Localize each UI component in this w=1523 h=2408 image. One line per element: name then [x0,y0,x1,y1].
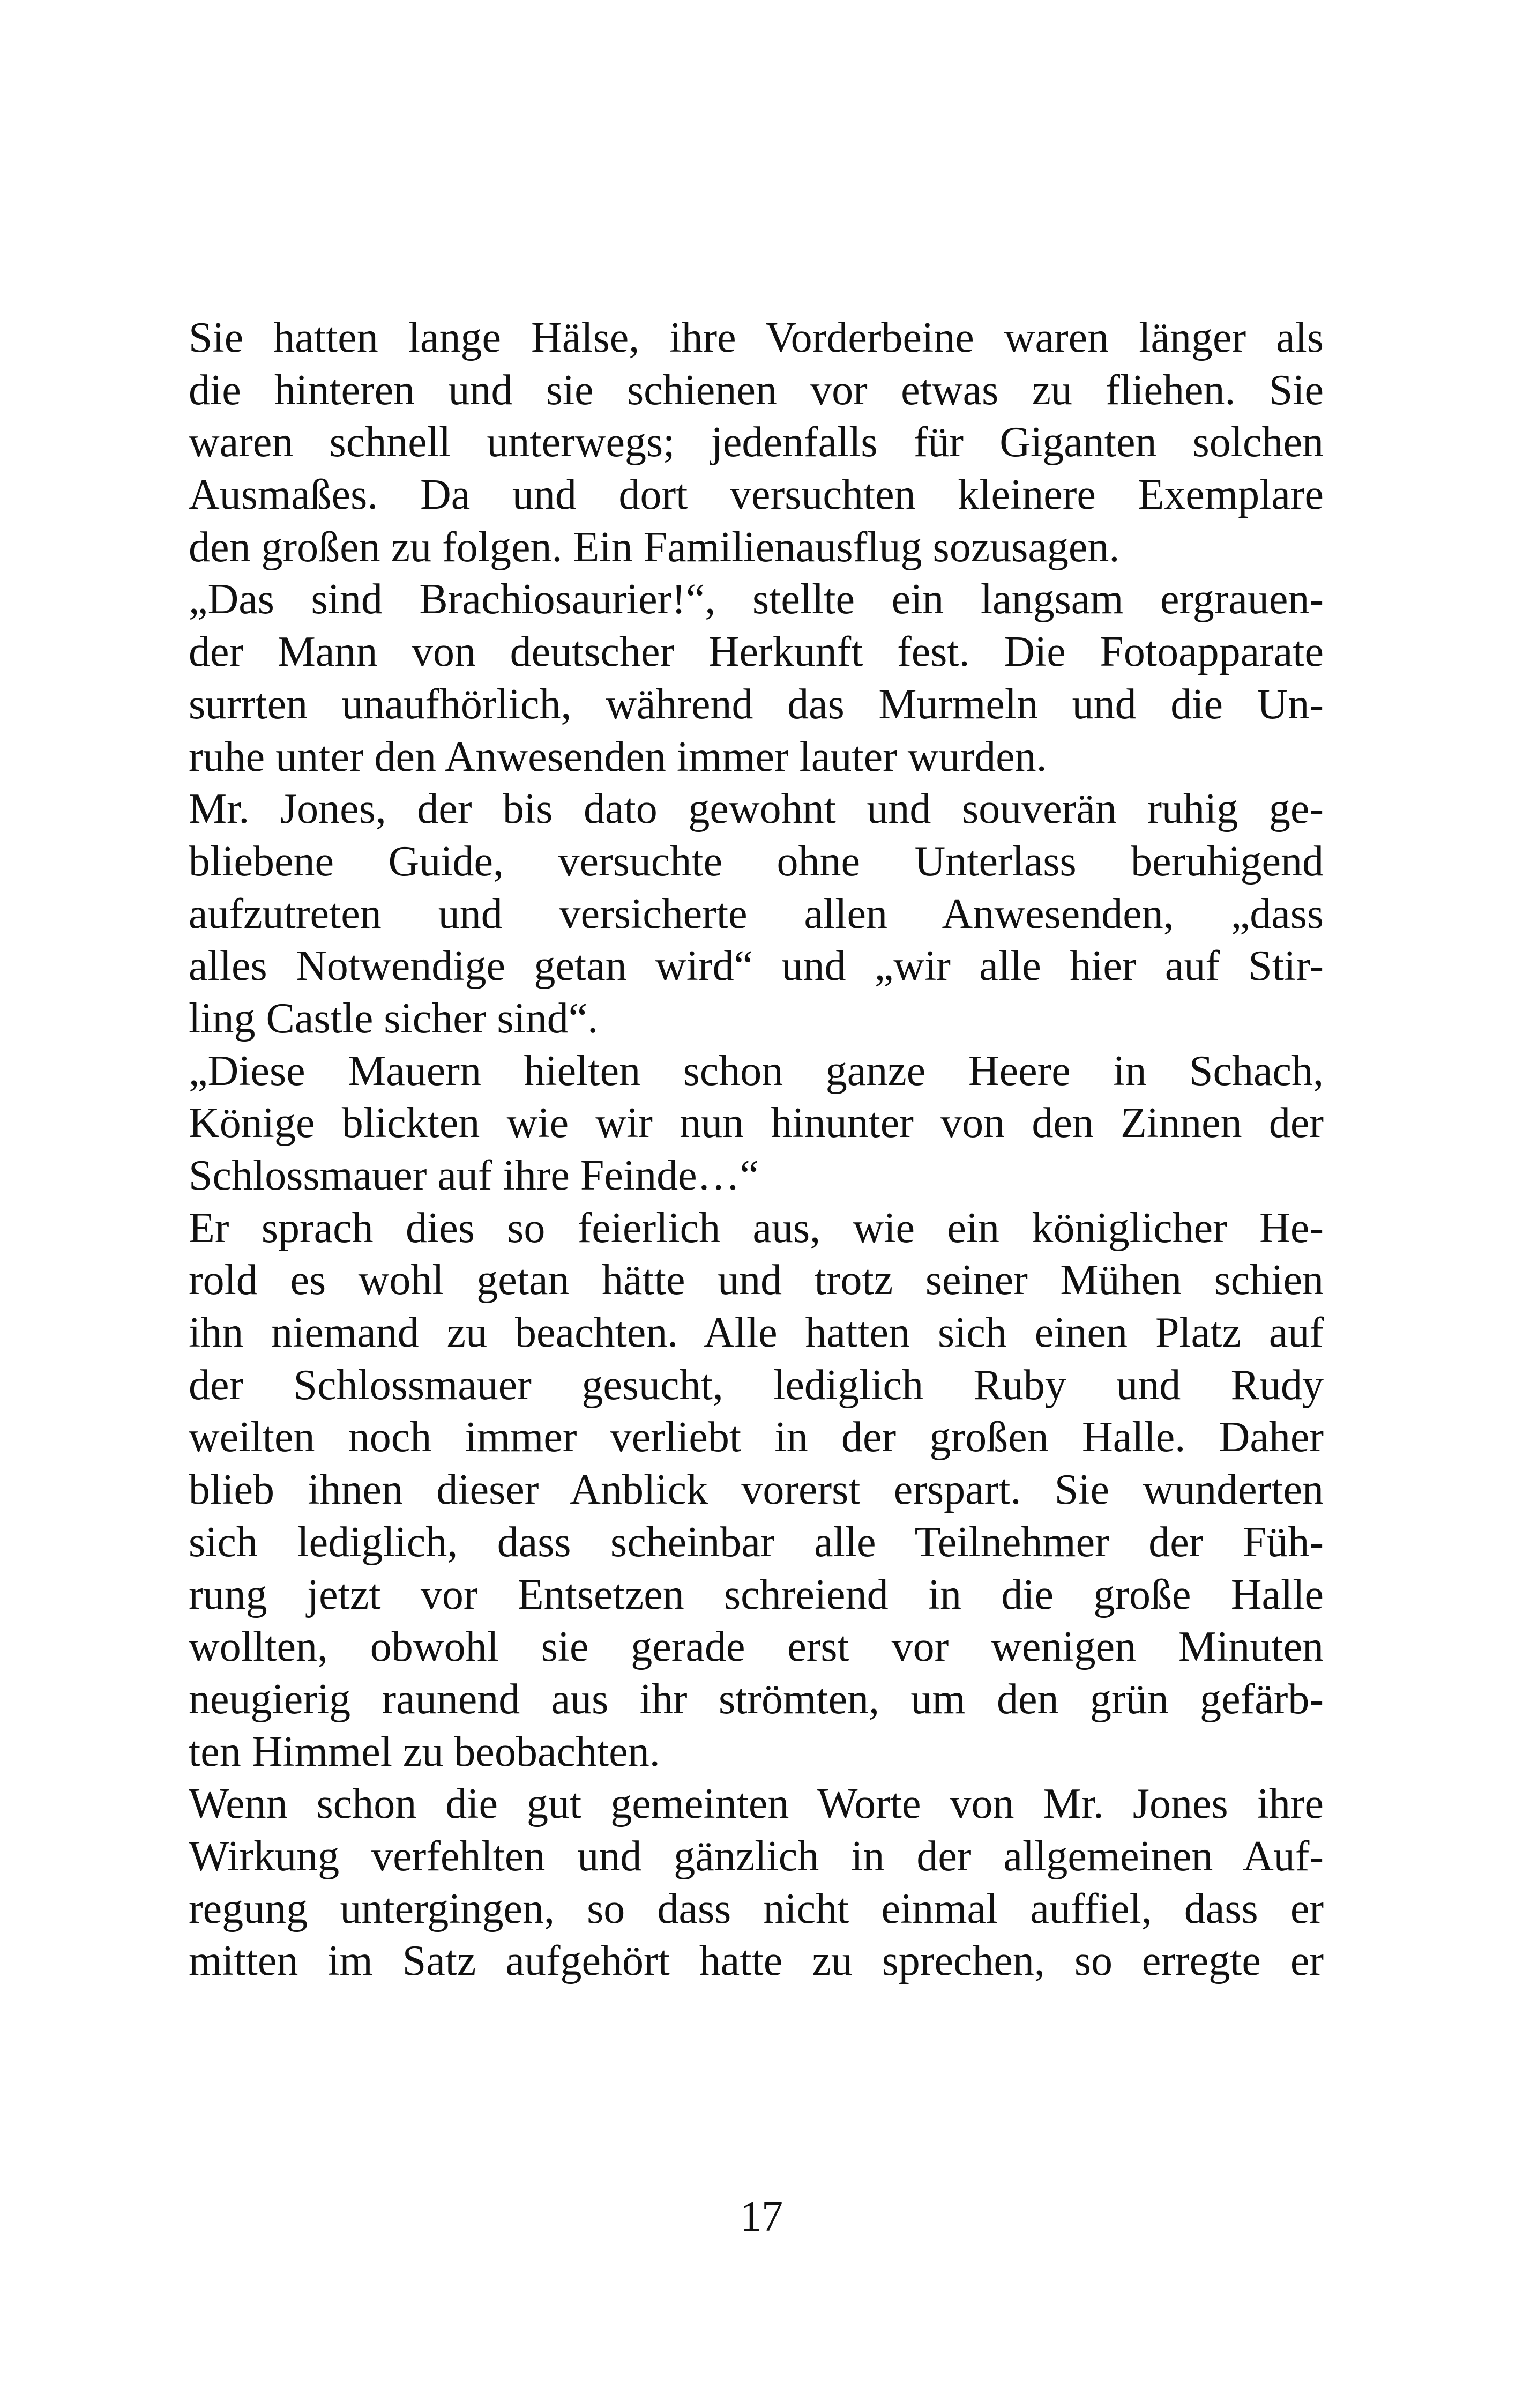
page-number: 17 [740,2193,783,2240]
text-line: aufzutreten und versicherte allen Anwesenden, „dass [189,890,1324,938]
text-line: die hinteren und sie schienen vor etwas zu fliehen. Sie [189,366,1324,414]
text-line: blieb ihnen dieser Anblick vorerst erspart. Sie wunderten [189,1466,1324,1514]
text-line: weilten noch immer verliebt in der großen Halle. Daher [189,1414,1324,1461]
text-line: mitten im Satz aufgehört hatte zu sprechen, so erregte er [189,1937,1324,1985]
text-line: wollten, obwohl sie gerade erst vor wenigen Minuten [189,1623,1324,1671]
text-line: ten Himmel zu beobachten. [189,1728,660,1775]
text-line: Könige blickten wie wir nun hinunter von den Zinnen der [189,1099,1324,1147]
text-line: Er sprach dies so feierlich aus, wie ein königlicher He- [189,1204,1324,1252]
text-line: rung jetzt vor Entsetzen schreiend in die große Halle [189,1571,1324,1618]
text-line: ruhe unter den Anwesenden immer lauter wurden. [189,733,1047,781]
text-line: Schlossmauer auf ihre Feinde…“ [189,1152,759,1199]
text-line: waren schnell unterwegs; jedenfalls für Giganten solchen [189,419,1324,466]
text-line: surrten unaufhörlich, während das Murmeln und die Un- [189,680,1324,728]
text-line: regung untergingen, so dass nicht einmal auffiel, dass er [189,1885,1324,1933]
text-line: den großen zu folgen. Ein Familienausflug sozusagen. [189,523,1120,571]
text-line: Wirkung verfehlten und gänzlich in der allgemeinen Auf- [189,1832,1324,1880]
text-line: „Diese Mauern hielten schon ganze Heere in Schach, [189,1047,1324,1095]
text-line: Mr. Jones, der bis dato gewohnt und souverän ruhig ge- [189,785,1324,833]
text-line: bliebene Guide, versuchte ohne Unterlass beruhigend [189,837,1324,885]
text-line: Sie hatten lange Hälse, ihre Vorderbeine waren länger als [189,314,1324,361]
body-text [189,312,1324,1988]
text-line: alles Notwendige getan wird“ und „wir alle hier auf Stir- [189,942,1324,990]
text-line: rold es wohl getan hätte und trotz seiner Mühen schien [189,1257,1324,1304]
text-line: der Mann von deutscher Herkunft fest. Die Fotoapparate [189,628,1324,676]
text-line: „Das sind Brachiosaurier!“, stellte ein langsam ergrauen- [189,576,1324,623]
text-line: Ausmaßes. Da und dort versuchten kleinere Exemplare [189,471,1324,519]
text-line: sich lediglich, dass scheinbar alle Teilnehmer der Füh- [189,1518,1324,1566]
text-line: ling Castle sicher sind“. [189,994,599,1042]
text-line: neugierig raunend aus ihr strömten, um den grün gefärb- [189,1675,1324,1723]
text-line: Wenn schon die gut gemeinten Worte von Mr. Jones ihre [189,1780,1324,1828]
text-line: der Schlossmauer gesucht, lediglich Ruby und Rudy [189,1361,1324,1409]
text-line: ihn niemand zu beachten. Alle hatten sich einen Platz auf [189,1309,1324,1357]
